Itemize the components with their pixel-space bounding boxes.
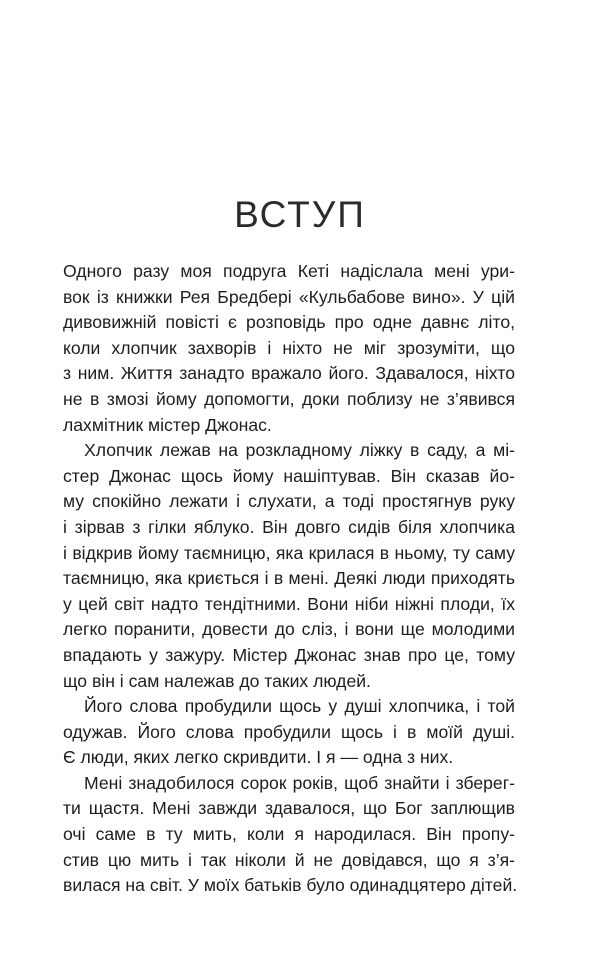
text-line: Є люди, яких легко скривдити. І я — одна з них. [63, 747, 454, 768]
chapter-title: ВСТУП [234, 194, 366, 235]
text-line: впадають у зажуру. Містер Джонас знав про це, тому [63, 644, 515, 665]
text-line: з ним. Життя занадто вражало його. Здавалося, ніхто [63, 363, 515, 384]
text-line: Мені знадобилося сорок років, щоб знайти і зберег- [84, 772, 515, 793]
text-line: не в змозі йому допомогти, доки поблизу не з’явився [63, 388, 515, 409]
text-line: коли хлопчик захворів і ніхто не міг зрозуміти, що [63, 337, 515, 358]
text-line: і зірвав з гілки яблуко. Він довго сидів біля хлопчика [63, 516, 515, 537]
text-line: лахмітник містер Джонас. [63, 414, 272, 435]
text-line: стер Джонас щось йому нашіптував. Він сказав йо- [63, 465, 515, 486]
text-line: вилася на світ. У моїх батьків було одинадцятеро дітей. [63, 875, 518, 896]
text-line: що він і сам належав до таких людей. [63, 670, 371, 691]
text-line: Одного разу моя подруга Кеті надіслала мені ури- [63, 261, 515, 281]
text-line: стив цю мить і так ніколи й не довідався, що я з’я- [63, 849, 515, 870]
text-line: одужав. Його слова пробудили щось і в моїй душі. [63, 721, 515, 742]
body-text [63, 259, 518, 899]
text-line: Хлопчик лежав на розкладному ліжку в саду, а мі- [84, 440, 515, 461]
text-line: у цей світ надто тендітними. Вони ніби ніжні плоди, їх [63, 593, 515, 614]
text-line: му спокійно лежати і слухати, а тоді простягнув руку [63, 491, 515, 512]
text-line: таємницю, яка криється і в мені. Деякі люди приходять [63, 568, 515, 589]
text-line: очі саме в ту мить, коли я народилася. Він пропу- [63, 824, 515, 845]
text-line: Його слова пробудили щось у душі хлопчика, і той [84, 696, 515, 717]
text-line: ти щастя. Мені завжди здавалося, що Бог заплющив [63, 798, 515, 819]
text-line: дивовижній повісті є розповідь про одне давнє літо, [63, 312, 515, 333]
text-line: і відкрив йому таємницю, яка крилася в ньому, ту саму [63, 542, 515, 563]
text-line: легко поранити, довести до сліз, і вони ще молодими [63, 619, 515, 640]
text-line: вок із книжки Рея Бредбері «Кульбабове вино». У цій [63, 286, 515, 307]
